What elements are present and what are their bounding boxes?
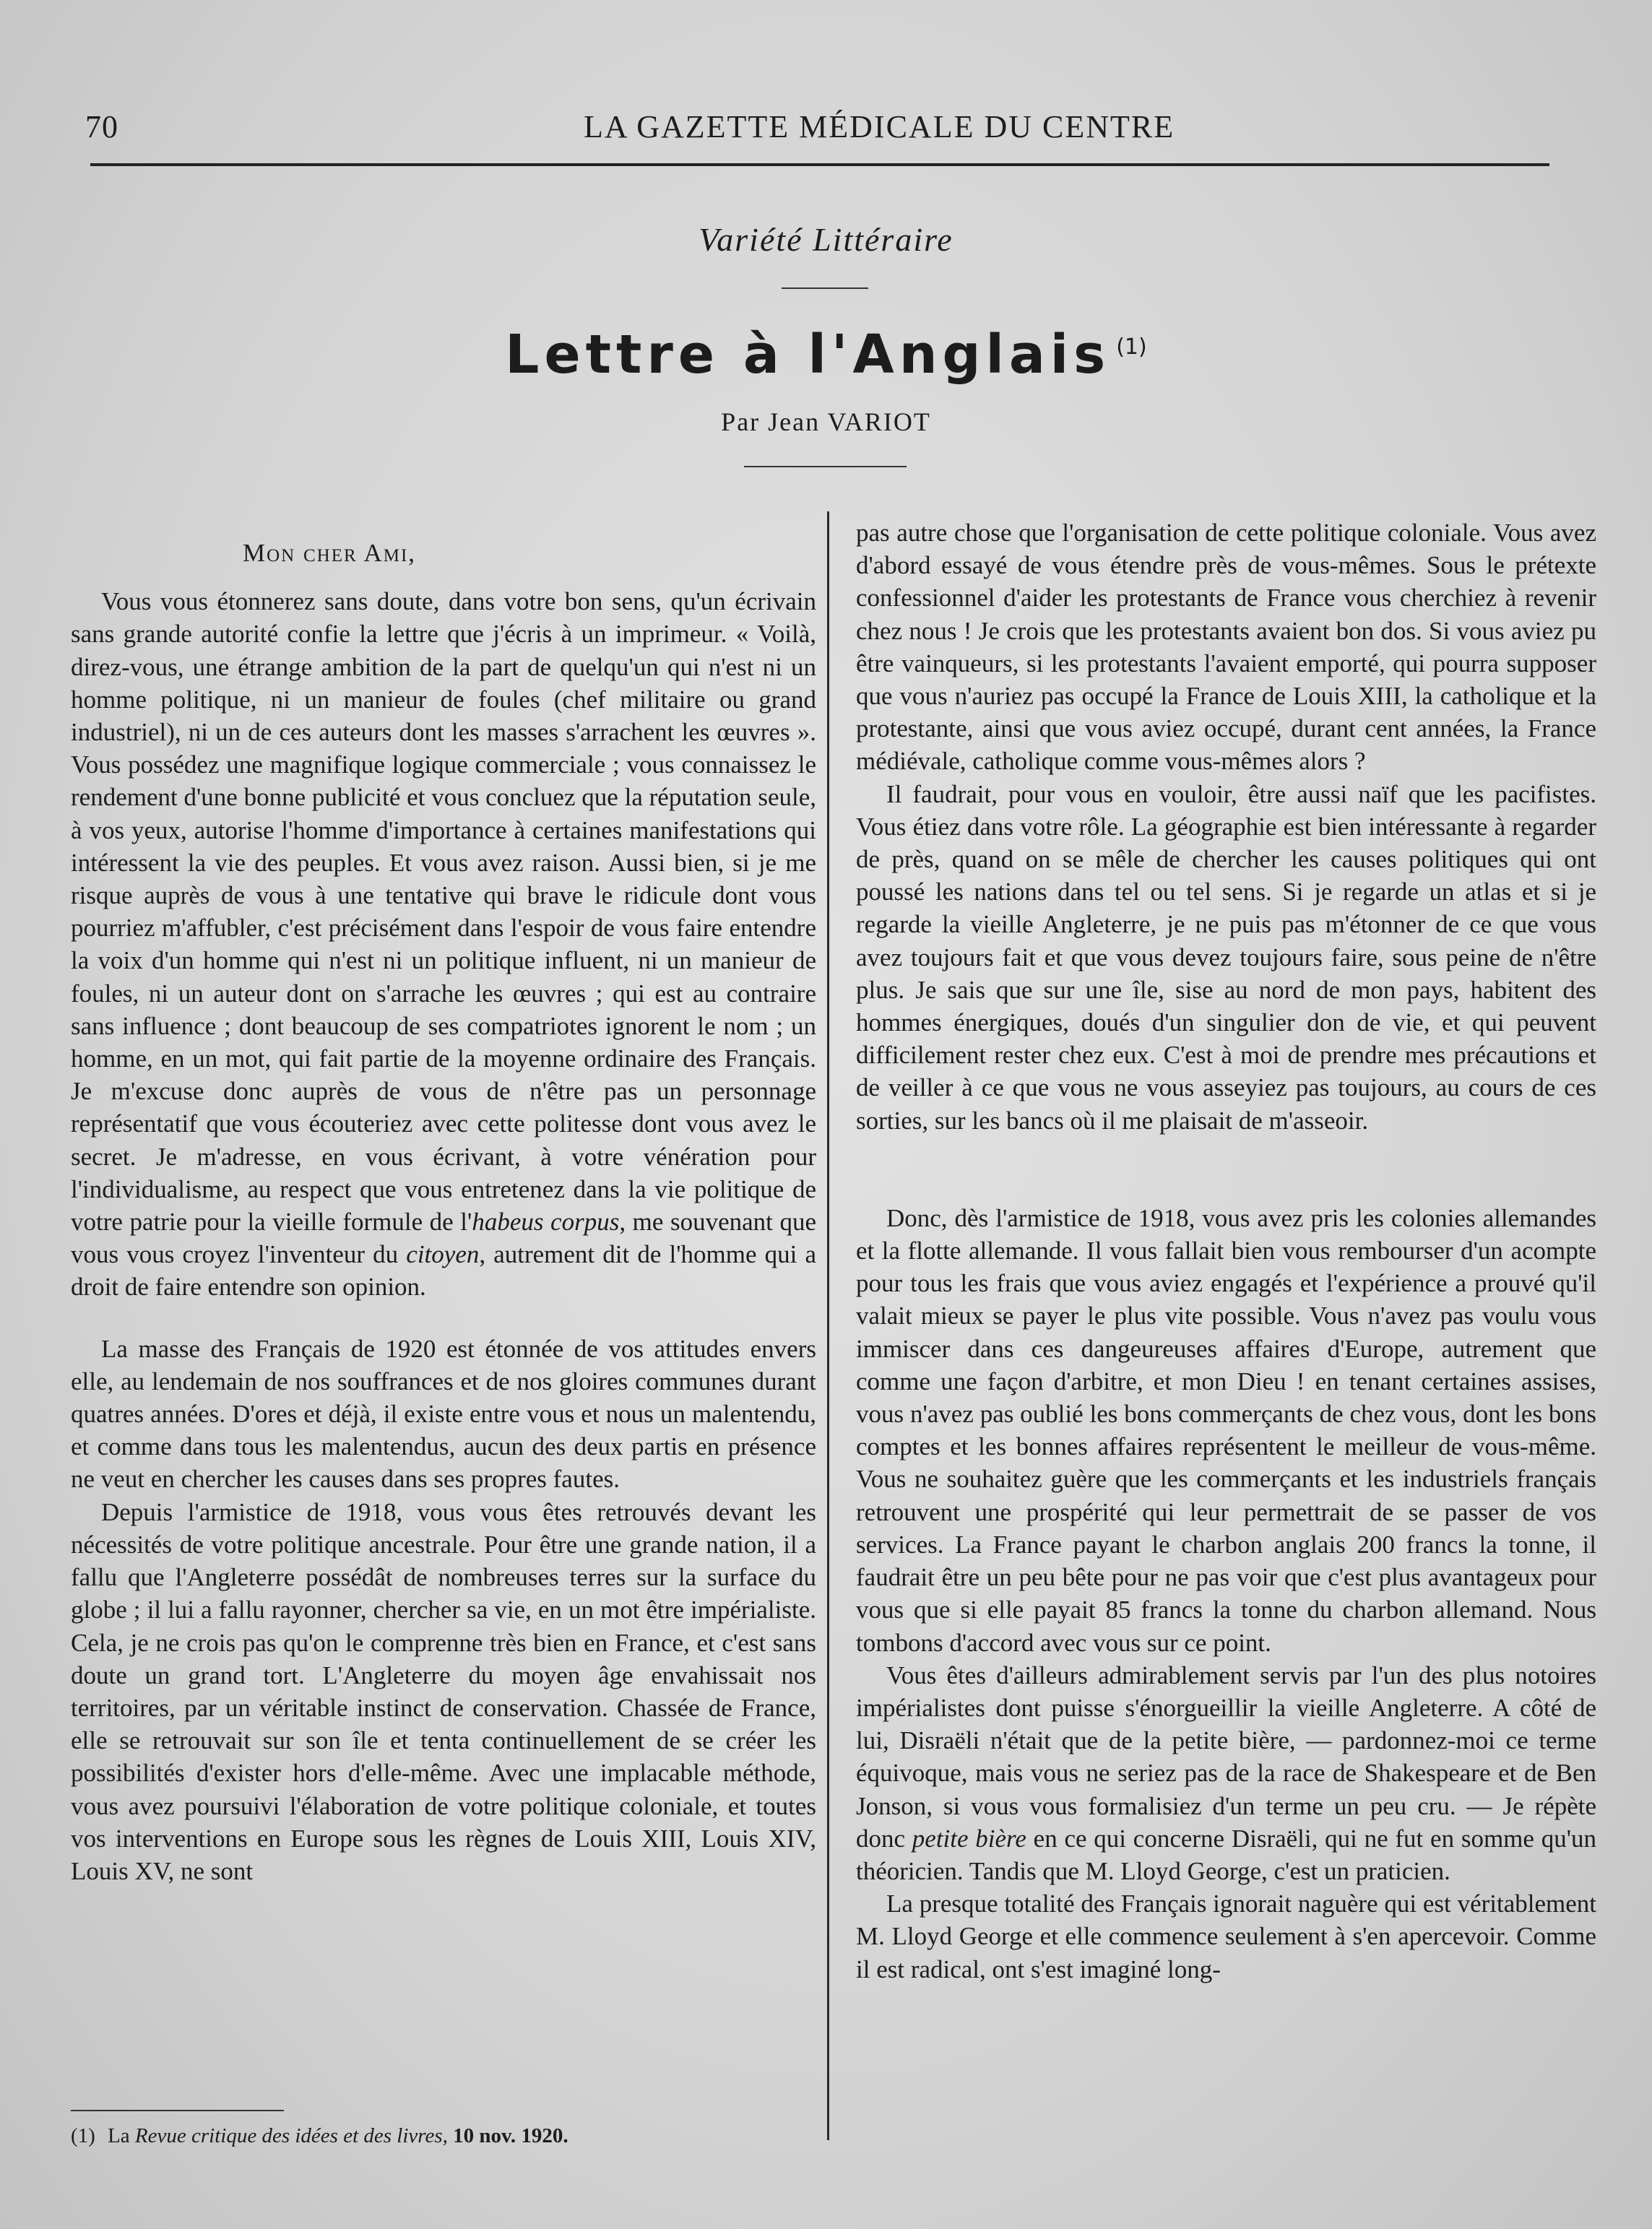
page-header [85, 108, 1552, 152]
paragraph-text: en ce qui concerne Disraëli, qui ne fut en somme qu'un théoricien. Tandis que M. Lloyd George, c'est un praticien. [856, 1824, 1596, 1885]
footnote-rule [71, 2110, 284, 2111]
paragraph-text: , autrement dit de l'homme qui a droit de faire entendre son opinion. [71, 1240, 816, 1302]
emphasis: citoyen [406, 1240, 480, 1269]
footnote-date: 10 nov. 1920. [453, 2124, 568, 2147]
emphasis: petite bière [912, 1824, 1026, 1853]
footnote-marker: (1) [71, 2124, 95, 2147]
paragraph [856, 1659, 1596, 1887]
paragraph: La presque totalité des Français ignorait naguère qui est véritablement M. Lloyd George et elle commence seulement à s'en apercevoir. Comme il est radical, ont s'est imaginé long- [856, 1890, 1596, 1983]
paragraph: La masse des Français de 1920 est étonnée de vos attitudes envers elle, au lendemain de nos souffrances et de nos gloires communes durant quatres années. D'ores et déjà, il existe entre vous et nous un malentendu, et comme dans tous les malentendus, aucun des deux partis en présence ne veut en chercher les causes dans ses propres fautes. [71, 1334, 816, 1494]
journal-title: LA GAZETTE MÉDICALE DU CENTRE [584, 109, 1175, 144]
paragraph [71, 585, 816, 1303]
paragraph: Depuis l'armistice de 1918, vous vous êtes retrouvés devant les nécessités de votre politique ancestrale. Pour être une grande nation, il a fallu que l'Angleterre possédât de nombreuses terres sur la surface du globe ; il lui a fallu rayonner, chercher sa vie, en un mot être impérialiste. Cela, je ne crois pas qu'on le comprenne très bien en France, et c'est sans doute un grand tort. L'Angleterre du moyen âge envahissait nos territoires, par un véritable instinct de conservation. Chassée de France, elle se retrouvait sur son île et tenta continuellement de se créer les possibilités d'exister hors d'elle-même. Avec une implacable méthode, vous avez poursuivi l'élaboration de votre politique coloniale, et toutes vos interventions en Europe sous les règnes de Louis XIII, Louis XIV, Louis XV, ne sont [71, 1497, 816, 1885]
byline-divider [744, 466, 907, 467]
section-label: Variété Littéraire [699, 221, 953, 258]
title-footnote-ref: (1) [1116, 334, 1147, 360]
left-column [71, 537, 816, 1887]
header-rule [90, 163, 1549, 166]
footnote-prefix: La [108, 2124, 130, 2147]
emphasis: habeus corpus [472, 1208, 620, 1237]
article-title: Lettre à l'Anglais [505, 324, 1111, 386]
column-divider [827, 511, 829, 2140]
paragraph: Il faudrait, pour vous en vouloir, être aussi naïf que les pacifistes. Vous étiez dans votre rôle. La géographie est bien intéressante à regarder de près, quand on se mêle de chercher les causes politiques qui ont poussé les nations dans tel ou tel sens. Si je regarde un atlas et si je regarde la vieille Angleterre, je ne puis pas m'étonner de ce que vous avez toujours fait et que vous devez toujours faire, sous peine de n'être plus. Je sais que sur une île, sise au nord de mon pays, habitent des hommes énergiques, doués d'un singulier don de vie, et qui peuvent difficilement rester chez eux. C'est à moi de prendre mes précautions et de veiller à ce que vous ne vous asseyiez pas toujours, au cours de ces sorties, sur les bancs où il me plaisait de m'asseoir. [856, 779, 1596, 1135]
paragraph-text: Vous êtes d'ailleurs admirablement servis par l'un des plus notoires impérialistes dont puisse s'énorgueillir la vieille Angleterre. A côté de lui, Disraëli n'était que de la petite bière, — pardonnez-moi ce terme équivoque, mais vous ne seriez pas de la race de Shakespeare et de Ben Jonson, si vous vous formalisiez d'un terme un peu cru. — Je répète donc [856, 1661, 1596, 1853]
page-number: 70 [85, 109, 118, 144]
footnote [71, 2121, 816, 2150]
byline: Par Jean VARIOT [721, 407, 931, 436]
paragraph-text: Vous vous étonnerez sans doute, dans votre bon sens, qu'un écrivain sans grande autorité confie la lettre que j'écris à un imprimeur. « Voilà, direz-vous, une étrange ambition de la part de quelqu'un qui n'est ni un homme politique, ni un manieur de foules (chef militaire ou grand industriel), ni un de ces auteurs dont les masses s'arrachent les œuvres ». Vous possédez une magnifique logique commerciale ; vous connaissez le rendement d'une bonne publicité et vous concluez que la réputation seule, à vos yeux, autorise l'homme d'importance à certaines manifestations qui intéressent la vie des peuples. Et vous avez raison. Aussi bien, si je me risque auprès de vous à une tentative qui brave le ridicule dont vous pourriez m'affubler, c'est précisément dans l'espoir de vous faire entendre la voix d'un homme qui n'est ni un politique influent, ni un manieur de foules, ni un auteur dont on s'arrache les œuvres ; qui est au contraire sans influence ; dont beaucoup de ses compatriotes ignorent le nom ; un homme, en un mot, qui fait partie de la moyenne ordinaire des Français. Je m'excuse donc auprès de vous de n'être pas un personnage représentatif que vous écouteriez avec cette politesse dont vous avez le secret. Je m'adresse, en vous écrivant, à votre vénération pour l'individualisme, au respect que vous entretenez dans la vie politique de votre patrie pour la vieille formule de l' [71, 587, 816, 1237]
article-title-block [0, 324, 1652, 386]
salutation: Mon cher Ami, [243, 539, 417, 567]
paragraph-text: , me souvenant que vous vous croyez l'inventeur du [71, 1208, 816, 1269]
paragraph: pas autre chose que l'organisation de cette politique coloniale. Vous avez d'abord essayé de vous étendre près de vous-mêmes. Sous le prétexte confessionnel d'aider les protestants de France vous cherchiez à revenir chez nous ! Je crois que les protestants avaient bon dos. Si vous aviez pu être vainqueurs, si les protestants l'avaient emporté, qui pourra supposer que vous n'auriez pas occupé la France de Louis XIII, la catholique et la protestante, ainsi que vous aviez occupé, durant cent années, la France médiévale, catholique comme vous-mêmes alors ? [856, 519, 1596, 776]
paragraph: Donc, dès l'armistice de 1918, vous avez pris les colonies allemandes et la flotte allemande. Il vous fallait bien vous rembourser d'un acompte pour tous les frais que vous aviez engagés et l'expérience a prouvé qu'il valait mieux se payer le plus vite possible. Vous n'avez pas voulu vous immiscer dans ces dangeureuses affaires d'Europe, autrement que comme une façon d'arbitre, et mon Dieu ! en tenant certaines assises, vous n'avez pas oublié les bons commerçants de chez vous, dont les bons comptes et les bonnes affaires représentent le meilleur de vous-même. Vous ne souhaitez guère que les commerçants et les industriels français retrouvent une prospérité qui leur permettrait de se passer de vos services. La France payant le charbon anglais 200 francs la tonne, il faudrait être un peu bête pour ne pas voir que c'est plus avantageux pour vous que si elle payait 85 francs la tonne du charbon allemand. Nous tombons d'accord avec vous sur ce point. [856, 1203, 1596, 1657]
footnote-source: Revue critique des idées et des livres, [134, 2124, 448, 2147]
right-column [856, 516, 1596, 1986]
section-divider [782, 287, 868, 289]
